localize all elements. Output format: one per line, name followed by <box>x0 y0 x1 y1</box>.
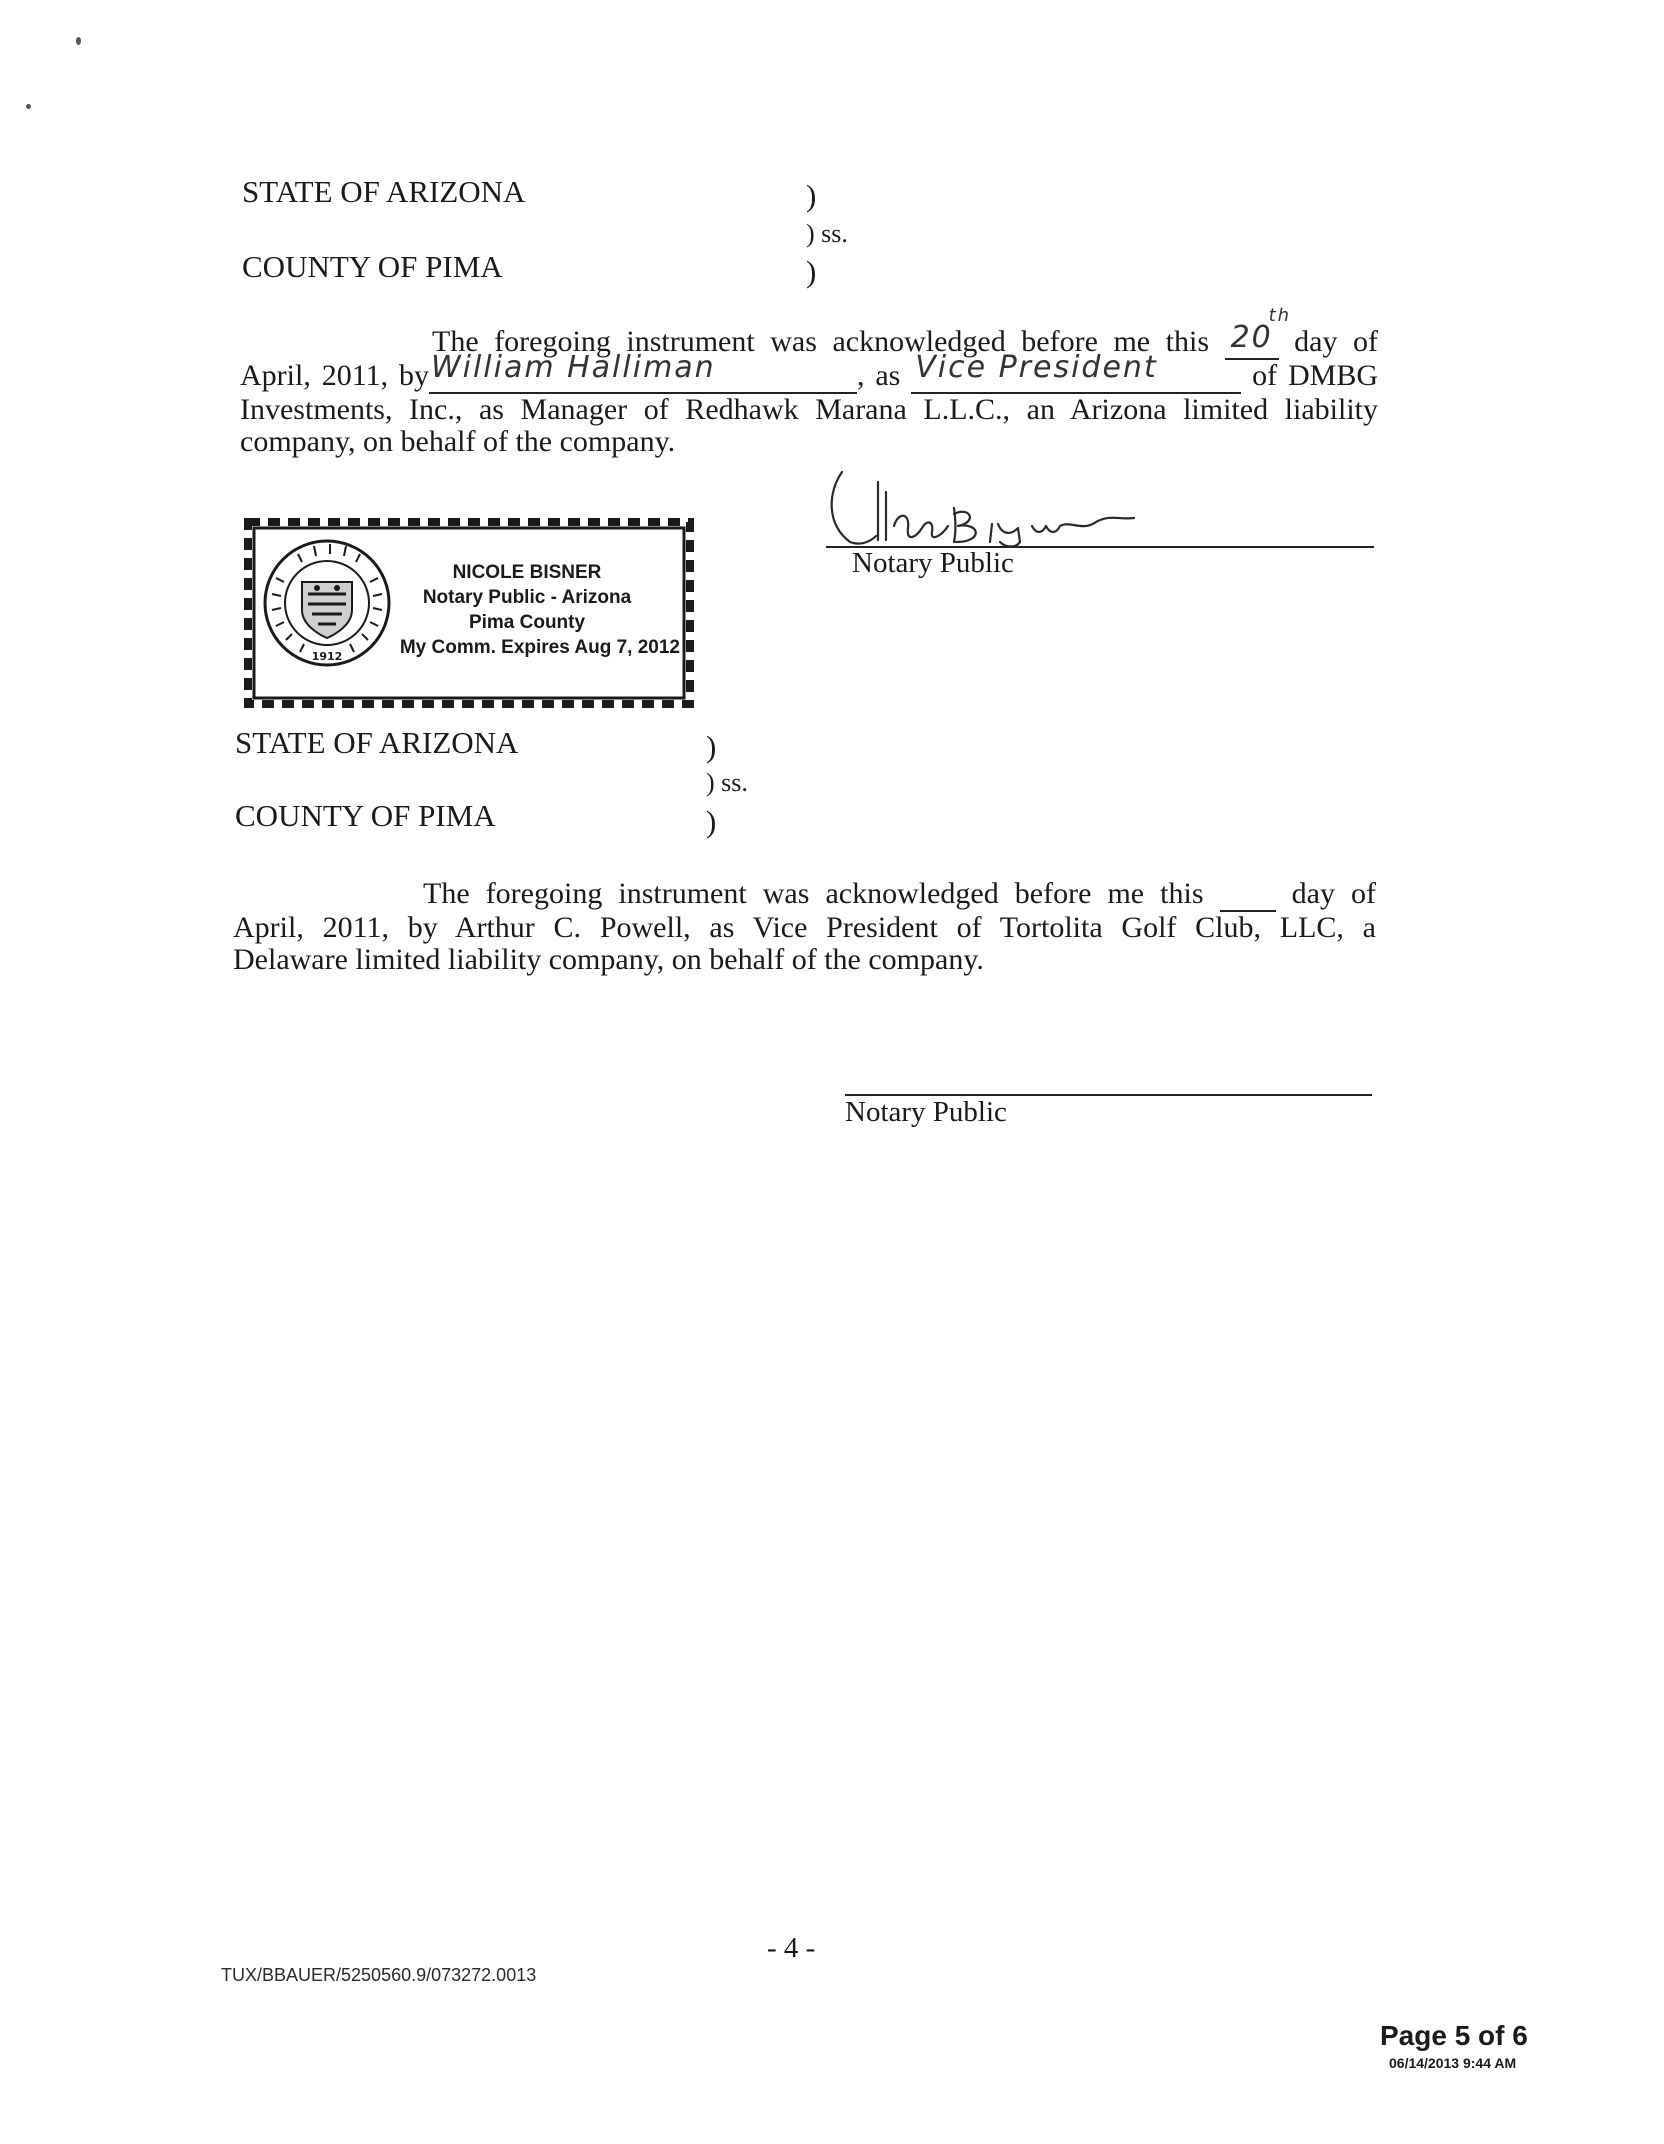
ack1-line-3: Investments, Inc., as Manager of Redhawk Marana L.L.C., an Arizona limited liability <box>240 393 1378 426</box>
ack2-line-3: Delaware limited liability company, on behalf of the company. <box>233 943 984 976</box>
venue-ss-1: ) ss. <box>806 219 848 248</box>
ack2-day-field <box>1220 878 1276 912</box>
ack1-text-c: April, 2011, by <box>240 359 429 392</box>
ack1-line-2 <box>240 350 1379 394</box>
venue-state-1: STATE OF ARIZONA <box>242 174 526 209</box>
venue-paren-bottom-1: ) <box>806 254 817 289</box>
acknowledgment-paragraph-1 <box>240 305 1379 458</box>
ack1-text-e: of DMBG <box>1252 359 1379 392</box>
stamp-title: Notary Public - Arizona <box>422 587 632 608</box>
page-number: - 4 - <box>767 1932 816 1964</box>
ack1-text-a: The foregoing instrument was acknowledged before me this <box>432 325 1210 358</box>
notary-public-label-1: Notary Public <box>852 547 1014 579</box>
venue-ss-2: ) ss. <box>706 768 748 797</box>
ack1-text-d: , as <box>856 359 901 392</box>
notary-signature-1 <box>820 462 1190 552</box>
ack2-line-1 <box>233 878 1376 912</box>
venue-county-1: COUNTY OF PIMA <box>242 249 503 284</box>
stamp-text <box>374 560 680 660</box>
scan-speck <box>26 104 31 109</box>
stamp-name: NICOLE BISNER <box>452 562 602 583</box>
ack1-text-b: day of <box>1294 325 1379 358</box>
stamp-expires: My Comm. Expires Aug 7, 2012 <box>399 637 680 658</box>
document-id: TUX/BBAUER/5250560.9/073272.0013 <box>221 1965 537 1985</box>
ack1-title-handwritten: Vice President <box>915 350 1158 385</box>
ack1-name-field <box>429 350 857 394</box>
ack1-day-handwritten: 20 <box>1230 320 1273 355</box>
ack1-line-4: company, on behalf of the company. <box>240 425 676 458</box>
ack2-line-2: April, 2011, by Arthur C. Powell, as Vice President of Tortolita Golf Club, LLC, a <box>233 911 1376 944</box>
ack1-name-handwritten: William Halliman <box>430 350 716 385</box>
stamp-county: Pima County <box>468 612 586 633</box>
ack1-day-field <box>1225 305 1292 360</box>
ack2-text-a: The foregoing instrument was acknowledged before me this <box>423 877 1204 910</box>
ack2-text-b: day of <box>1291 877 1377 910</box>
notary-public-label-2: Notary Public <box>845 1096 1007 1128</box>
print-timestamp: 06/14/2013 9:44 AM <box>1389 2055 1517 2071</box>
scan-speck <box>76 37 81 45</box>
acknowledgment-paragraph-2 <box>233 878 1376 976</box>
venue-paren-top-2: ) <box>706 729 717 764</box>
page-of-total: Page 5 of 6 <box>1380 2020 1528 2051</box>
venue-paren-bottom-2: ) <box>706 804 717 839</box>
venue-state-2: STATE OF ARIZONA <box>235 725 519 760</box>
state-seal-icon <box>262 538 392 668</box>
ack1-title-field <box>911 350 1241 394</box>
seal-year: 1912 <box>311 650 343 663</box>
ack1-day-suffix-handwritten: th <box>1268 305 1292 326</box>
ack1-line-1 <box>240 305 1379 360</box>
venue-paren-top-1: ) <box>806 178 817 213</box>
venue-county-2: COUNTY OF PIMA <box>235 798 496 833</box>
